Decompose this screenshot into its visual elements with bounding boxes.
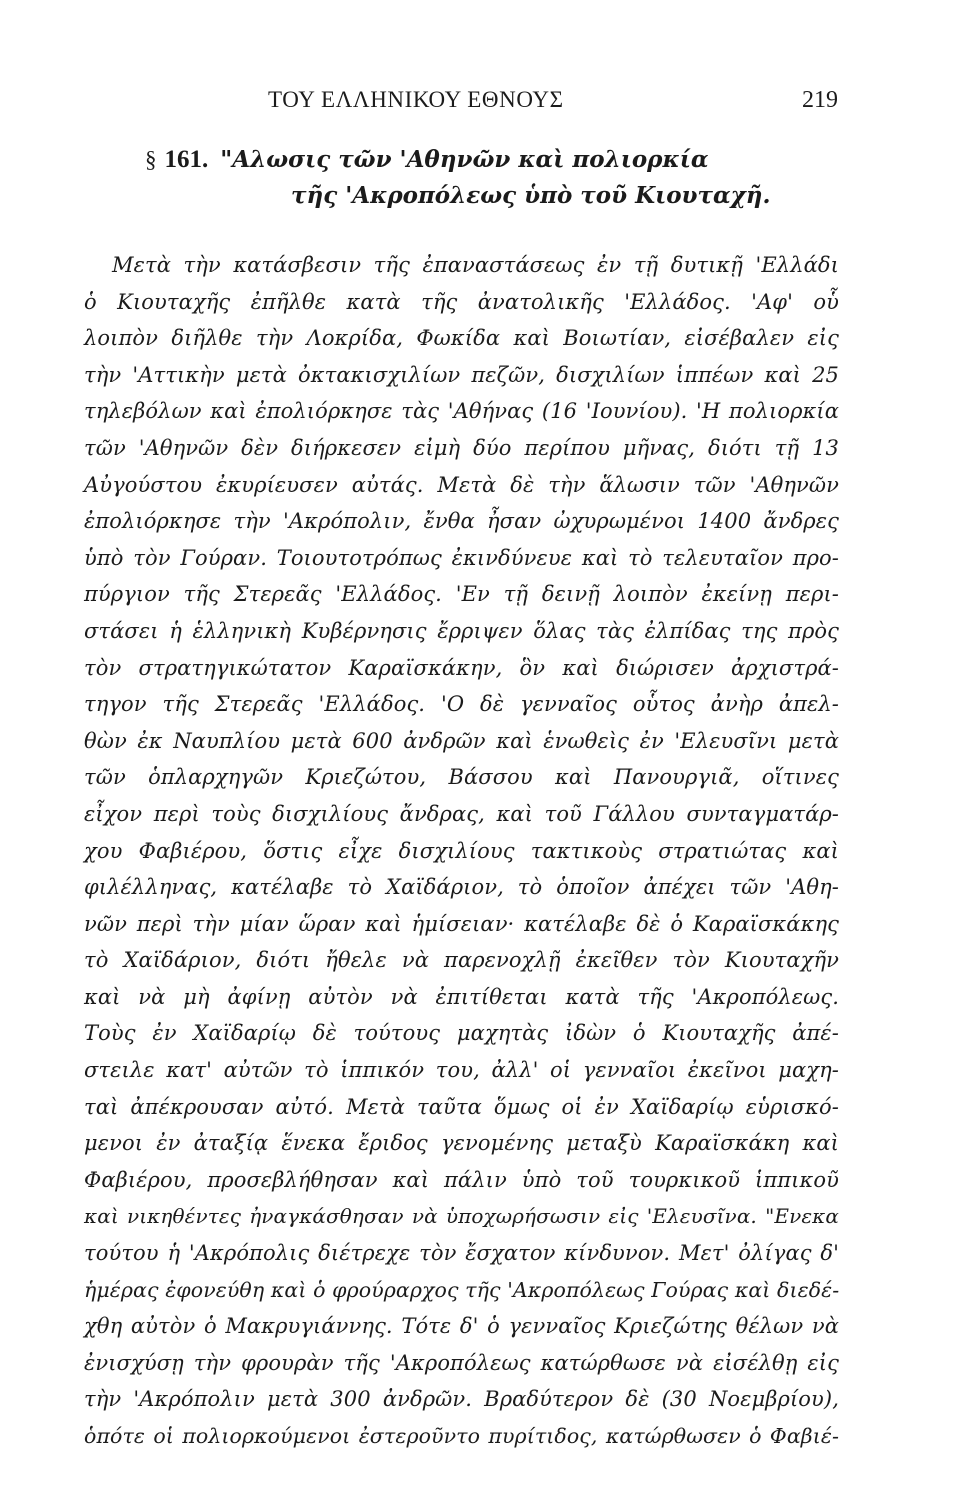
section-title-part-2: τῆς 'Ακροπόλεως ὑπὸ τοῦ Κιουταχῆ. <box>291 182 771 209</box>
text-line: ἐνισχύσῃ τὴν φρουρὰν τῆς 'Ακροπόλεως κατώρθωσε νὰ εἰσέλθῃ εἰς <box>84 1350 839 1375</box>
text-line: Μετὰ τὴν κατάσβεσιν τῆς ἐπαναστάσεως ἐν τῇ δυτικῇ 'Ελλάδι <box>112 253 839 277</box>
text-line: στάσει ἡ ἑλληνικὴ Κυβέρνησις ἔρριψεν ὅλας τὰς ἐλπίδας της πρὸς <box>84 618 839 643</box>
text-line: μενοι ἐν ἀταξίᾳ ἕνεκα ἔριδος γενομένης μεταξὺ Καραϊσκάκη καὶ <box>84 1131 839 1156</box>
text-line: τὴν 'Αττικὴν μετὰ ὀκτακισχιλίων πεζῶν, δισχιλίων ἱππέων καὶ 25 <box>84 362 839 387</box>
text-line: Τοὺς ἐν Χαϊδαρίῳ δὲ τούτους μαχητὰς ἰδὼν ὁ Κιουταχῆς ἀπέ- <box>84 1021 839 1046</box>
text-line: νῶν περὶ τὴν μίαν ὥραν καὶ ἡμίσειαν· κατέλαβε δὲ ὁ Καραϊσκάκης <box>84 911 839 936</box>
text-line: ταὶ ἀπέκρουσαν αὐτό. Μετὰ ταῦτα ὅμως οἱ ἐν Χαϊδαρίῳ εὑρισκό- <box>84 1094 839 1119</box>
text-line: τῶν ὁπλαρχηγῶν Κριεζώτου, Βάσσου καὶ Πανουργιᾶ, οἵτινες <box>84 765 839 790</box>
text-line: καὶ νὰ μὴ ἀφίνῃ αὐτὸν νὰ ἐπιτίθεται κατὰ τῆς 'Ακροπόλεως. <box>84 984 839 1009</box>
text-line: τὸ Χαϊδάριον, διότι ἤθελε νὰ παρενοχλῇ ἐκεῖθεν τὸν Κιουταχῆν <box>84 948 839 973</box>
text-line: πύργιον τῆς Στερεᾶς 'Ελλάδος. 'Εν τῇ δεινῇ λοιπὸν ἐκείνῃ περι- <box>84 582 839 607</box>
text-line: λοιπὸν διῆλθε τὴν Λοκρίδα, Φωκίδα καὶ Βοιωτίαν, εἰσέβαλεν εἰς <box>84 326 839 351</box>
text-line: ἡμέρας ἐφονεύθη καὶ ὁ φρούραρχος τῆς 'Ακροπόλεως Γούρας καὶ διεδέ- <box>84 1277 840 1302</box>
section-number: 161. <box>164 146 209 173</box>
text-line: τὸν στρατηγικώτατον Καραϊσκάκην, ὃν καὶ διώρισεν ἀρχιστρά- <box>84 655 839 680</box>
text-line: τηγον τῆς Στερεᾶς 'Ελλάδος. 'Ο δὲ γενναῖος οὗτος ἀνὴρ ἀπελ- <box>84 692 839 717</box>
running-title: ΤΟΥ ΕΛΛΗΝΙΚΟΥ ΕΘΝΟΥΣ <box>268 87 564 112</box>
section-sign: § <box>145 147 157 172</box>
text-line: ὁπότε οἱ πολιορκούμενοι ἐστεροῦντο πυρίτιδος, κατώρθωσεν ὁ Φαβιέ- <box>84 1424 839 1448</box>
page-number: 219 <box>802 87 838 113</box>
text-line: φιλέλληνας, κατέλαβε τὸ Χαϊδάριον, τὸ ὁποῖον ἀπέχει τῶν 'Αθη- <box>84 875 839 900</box>
text-line: ὁ Κιουταχῆς ἐπῆλθε κατὰ τῆς ἀνατολικῆς 'Ελλάδος. 'Αφ' οὗ <box>84 289 839 314</box>
body-paragraph <box>84 247 839 1455</box>
text-line: χθη αὐτὸν ὁ Μακρυγιάννης. Τότε δ' ὁ γενναῖος Κριεζώτης θέλων νὰ <box>84 1314 839 1339</box>
section-heading-line-2 <box>291 182 771 209</box>
text-line: Αὐγούστου ἐκυρίευσεν αὐτάς. Μετὰ δὲ τὴν ἅλωσιν τῶν 'Αθηνῶν <box>84 472 839 497</box>
text-line: Φαβιέρου, προσεβλήθησαν καὶ πάλιν ὑπὸ τοῦ τουρκικοῦ ἱππικοῦ <box>84 1167 839 1192</box>
section-title-part-1: "Αλωσις τῶν 'Αθηνῶν καὶ πολιορκία <box>220 146 709 173</box>
text-line: ὑπὸ τὸν Γούραν. Τοιουτοτρόπως ἐκινδύνευε καὶ τὸ τελευταῖον προ- <box>84 545 839 570</box>
text-line: καὶ νικηθέντες ἠναγκάσθησαν νὰ ὑποχωρήσωσιν εἰς 'Ελευσῖνα. "Ενεκα <box>84 1204 839 1229</box>
text-line: ἐπολιόρκησε τὴν 'Ακρόπολιν, ἔνθα ἦσαν ὠχυρωμένοι 1400 ἄνδρες <box>84 509 839 534</box>
text-line: τηλεβόλων καὶ ἐπολιόρκησε τὰς 'Αθήνας (16 'Ιουνίου). 'Η πολιορκία <box>84 399 839 424</box>
running-head <box>83 83 838 119</box>
text-line: τῶν 'Αθηνῶν δὲν διήρκεσεν εἰμὴ δύο περίπου μῆνας, διότι τῇ 13 <box>84 435 839 460</box>
text-line: τούτου ἡ 'Ακρόπολις διέτρεχε τὸν ἔσχατον κίνδυνον. Μετ' ὀλίγας δ' <box>84 1241 839 1266</box>
text-line: τὴν 'Ακρόπολιν μετὰ 300 ἀνδρῶν. Βραδύτερον δὲ (30 Νοεμβρίου), <box>84 1387 839 1412</box>
text-line: εἶχον περὶ τοὺς δισχιλίους ἄνδρας, καὶ τοῦ Γάλλου συνταγματάρ- <box>84 801 839 826</box>
section-heading-line-1 <box>145 146 709 174</box>
text-line: χου Φαβιέρου, ὅστις εἶχε δισχιλίους τακτικοὺς στρατιώτας καὶ <box>84 838 839 863</box>
text-line: στειλε κατ' αὐτῶν τὸ ἱππικόν του, ἀλλ' οἱ γενναῖοι ἐκεῖνοι μαχη- <box>84 1058 839 1083</box>
text-line: θὼν ἐκ Ναυπλίου μετὰ 600 ἀνδρῶν καὶ ἑνωθεὶς ἐν 'Ελευσῖνι μετὰ <box>84 728 839 753</box>
